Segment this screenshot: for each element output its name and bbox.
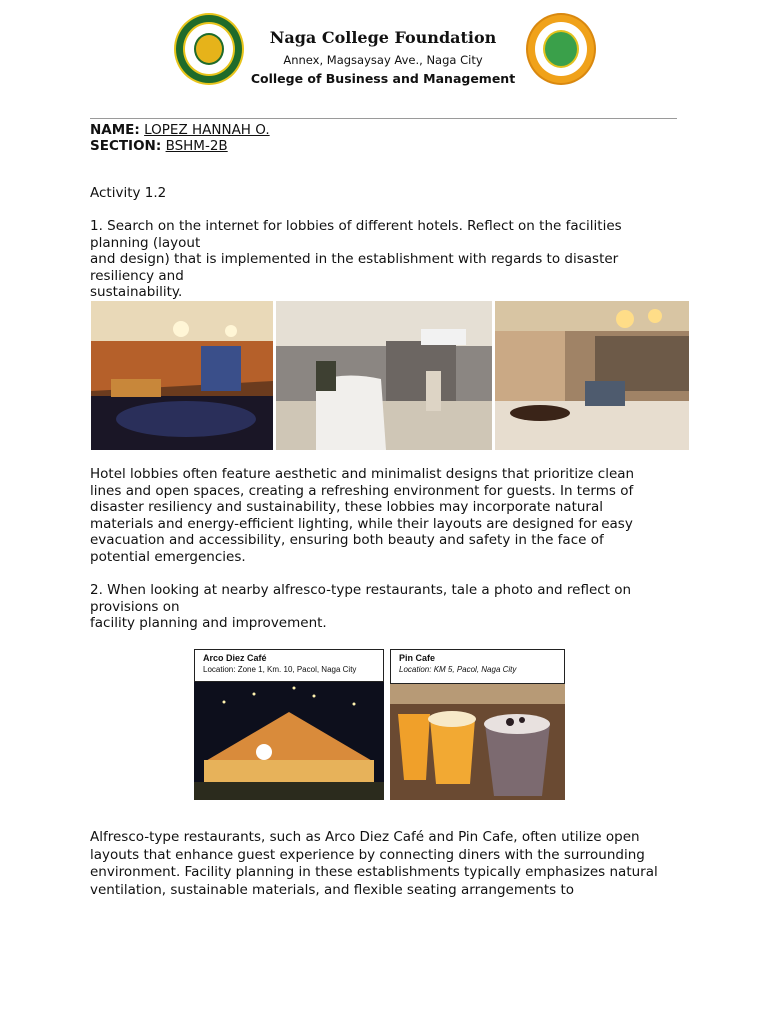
name-line xyxy=(90,122,270,139)
cbm-seal xyxy=(526,13,596,85)
restaurant-location: Location: KM 5, Pacol, Naga City xyxy=(399,665,517,674)
section-value: BSHM-2B xyxy=(165,138,228,154)
question-1: 1. Search on the internet for lobbies of different hotels. Reflect on the facilities planning (layout and design) that is implemented in the establishment with regards to disaster resiliency and sustainability. xyxy=(90,218,622,300)
name-value: LOPEZ HANNAH O. xyxy=(144,122,270,138)
hotel-lobby-photo-1 xyxy=(91,301,273,450)
school-name: Naga College Foundation xyxy=(269,28,497,47)
arco-diez-cafe-photo xyxy=(194,682,384,800)
restaurant-caption-2 xyxy=(390,649,565,684)
answer-1: Hotel lobbies often feature aesthetic and minimalist designs that prioritize clean lines and open spaces, creating a refreshing environment for guests. In terms of disaster resiliency and sustainability, these lobbies may incorporate natural materials and energy-efficient lighting, while their layouts are designed for easy evacuation and accessibility, ensuring both beauty and safety in the face of potential emergencies. xyxy=(90,466,635,565)
school-address: Annex, Magsaysay Ave., Naga City xyxy=(283,53,483,67)
activity-title: Activity 1.2 xyxy=(90,185,167,201)
restaurant-location: Location: Zone 1, Km. 10, Pacol, Naga City xyxy=(203,665,357,674)
pin-cafe-photo xyxy=(390,684,565,800)
question-2: 2. When looking at nearby alfresco-type restaurants, tale a photo and reflect on provisions on facility planning and improvement. xyxy=(90,582,632,631)
college-name: College of Business and Management xyxy=(250,71,516,86)
answer-2: Alfresco-type restaurants, such as Arco Diez Café and Pin Cafe, often utilize open layouts that enhance guest experience by connecting diners with the surrounding environment. Facility planning in these establishments typically emphasizes natural ventilation, sustainable materials, and flexible seating arrangements to xyxy=(90,829,658,898)
name-label: NAME: xyxy=(90,122,140,138)
restaurant-name: Arco Diez Café xyxy=(203,653,267,663)
section-line xyxy=(90,138,228,155)
naga-college-seal xyxy=(174,13,244,85)
header-divider xyxy=(90,118,677,119)
section-label: SECTION: xyxy=(90,138,162,154)
restaurant-name: Pin Cafe xyxy=(399,653,436,663)
hotel-lobby-photo-3 xyxy=(495,301,689,450)
hotel-lobby-photo-2 xyxy=(276,301,492,450)
restaurant-caption-1 xyxy=(194,649,384,682)
